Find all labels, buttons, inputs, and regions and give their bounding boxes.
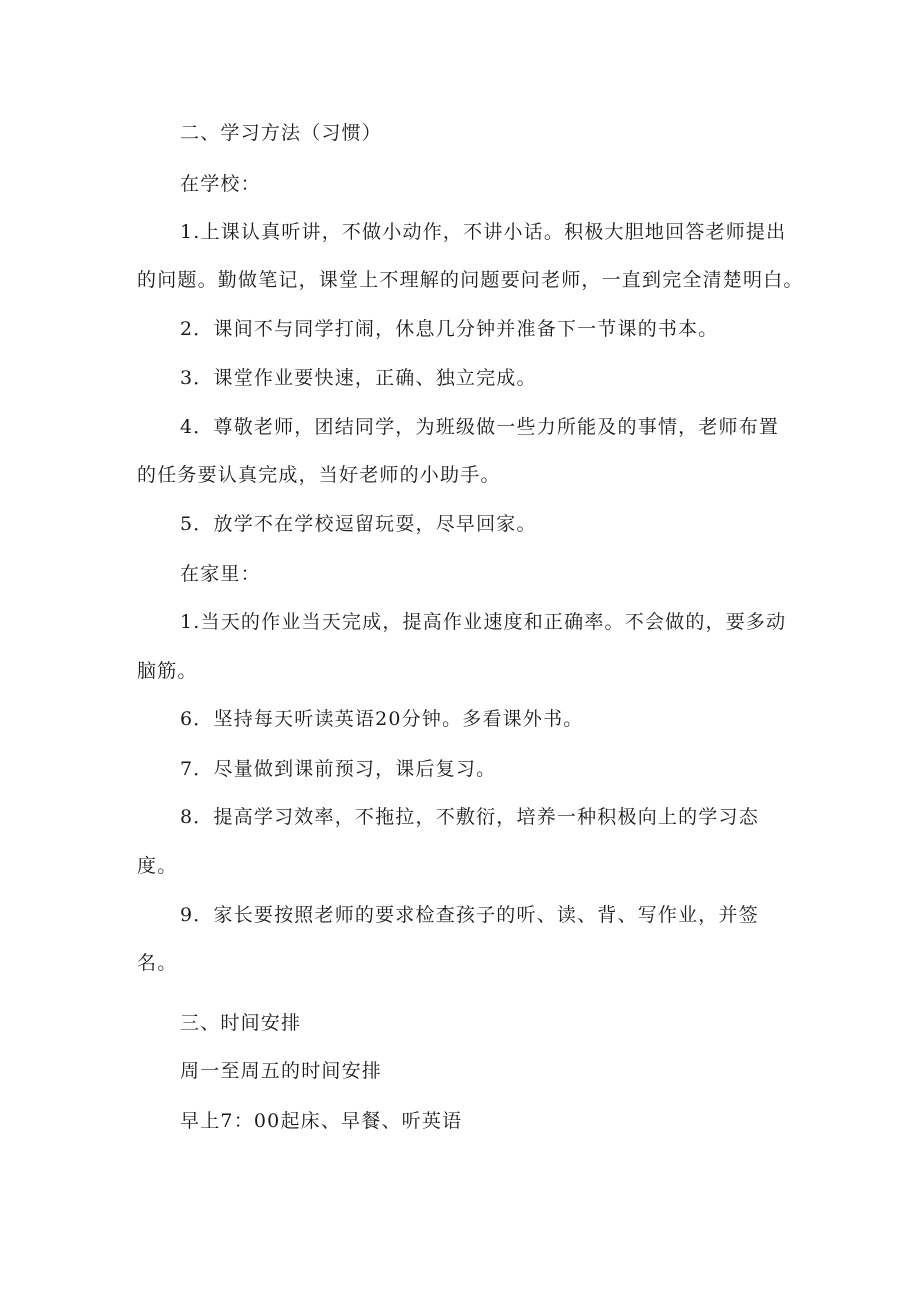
school-item-5: 5．放学不在学校逗留玩耍，尽早回家。 [180, 513, 537, 535]
home-item-7: 7．尽量做到课前预习，课后复习。 [180, 758, 497, 780]
section-heading-time-schedule: 三、时间安排 [180, 1012, 302, 1034]
section-heading-study-methods: 二、学习方法（习惯） [180, 122, 383, 144]
schedule-subheading: 周一至周五的时间安排 [180, 1060, 383, 1082]
schedule-item-morning: 早上7：00起床、早餐、听英语 [180, 1110, 463, 1132]
home-item-8-line1: 8．提高学习效率，不拖拉，不敷衍，培养一种积极向上的学习态 [180, 806, 759, 828]
home-item-1-line1: 1.当天的作业当天完成，提高作业速度和正确率。不会做的，要多动 [180, 611, 787, 633]
home-item-8-line2: 度。 [137, 855, 178, 877]
school-item-1-line2: 的问题。勤做笔记，课堂上不理解的问题要问老师，一直到完全清楚明白。 [137, 269, 804, 291]
subheading-at-home: 在家里： [180, 563, 261, 585]
home-item-6: 6．坚持每天听读英语20分钟。多看课外书。 [180, 708, 584, 730]
home-item-9-line2: 名。 [137, 952, 178, 974]
home-item-9-line1: 9．家长要按照老师的要求检查孩子的听、读、背、写作业，并签 [180, 904, 759, 926]
school-item-4-line2: 的任务要认真完成，当好老师的小助手。 [137, 464, 501, 486]
subheading-at-school: 在学校： [180, 173, 261, 195]
school-item-4-line1: 4．尊敬老师，团结同学，为班级做一些力所能及的事情，老师布置 [180, 416, 780, 438]
school-item-1-line1: 1.上课认真听讲，不做小动作，不讲小话。积极大胆地回答老师提出 [180, 221, 787, 243]
school-item-2: 2．课间不与同学打闹，休息几分钟并准备下一节课的书本。 [180, 318, 719, 340]
school-item-3: 3．课堂作业要快速，正确、独立完成。 [180, 367, 537, 389]
home-item-1-line2: 脑筋。 [137, 660, 198, 682]
